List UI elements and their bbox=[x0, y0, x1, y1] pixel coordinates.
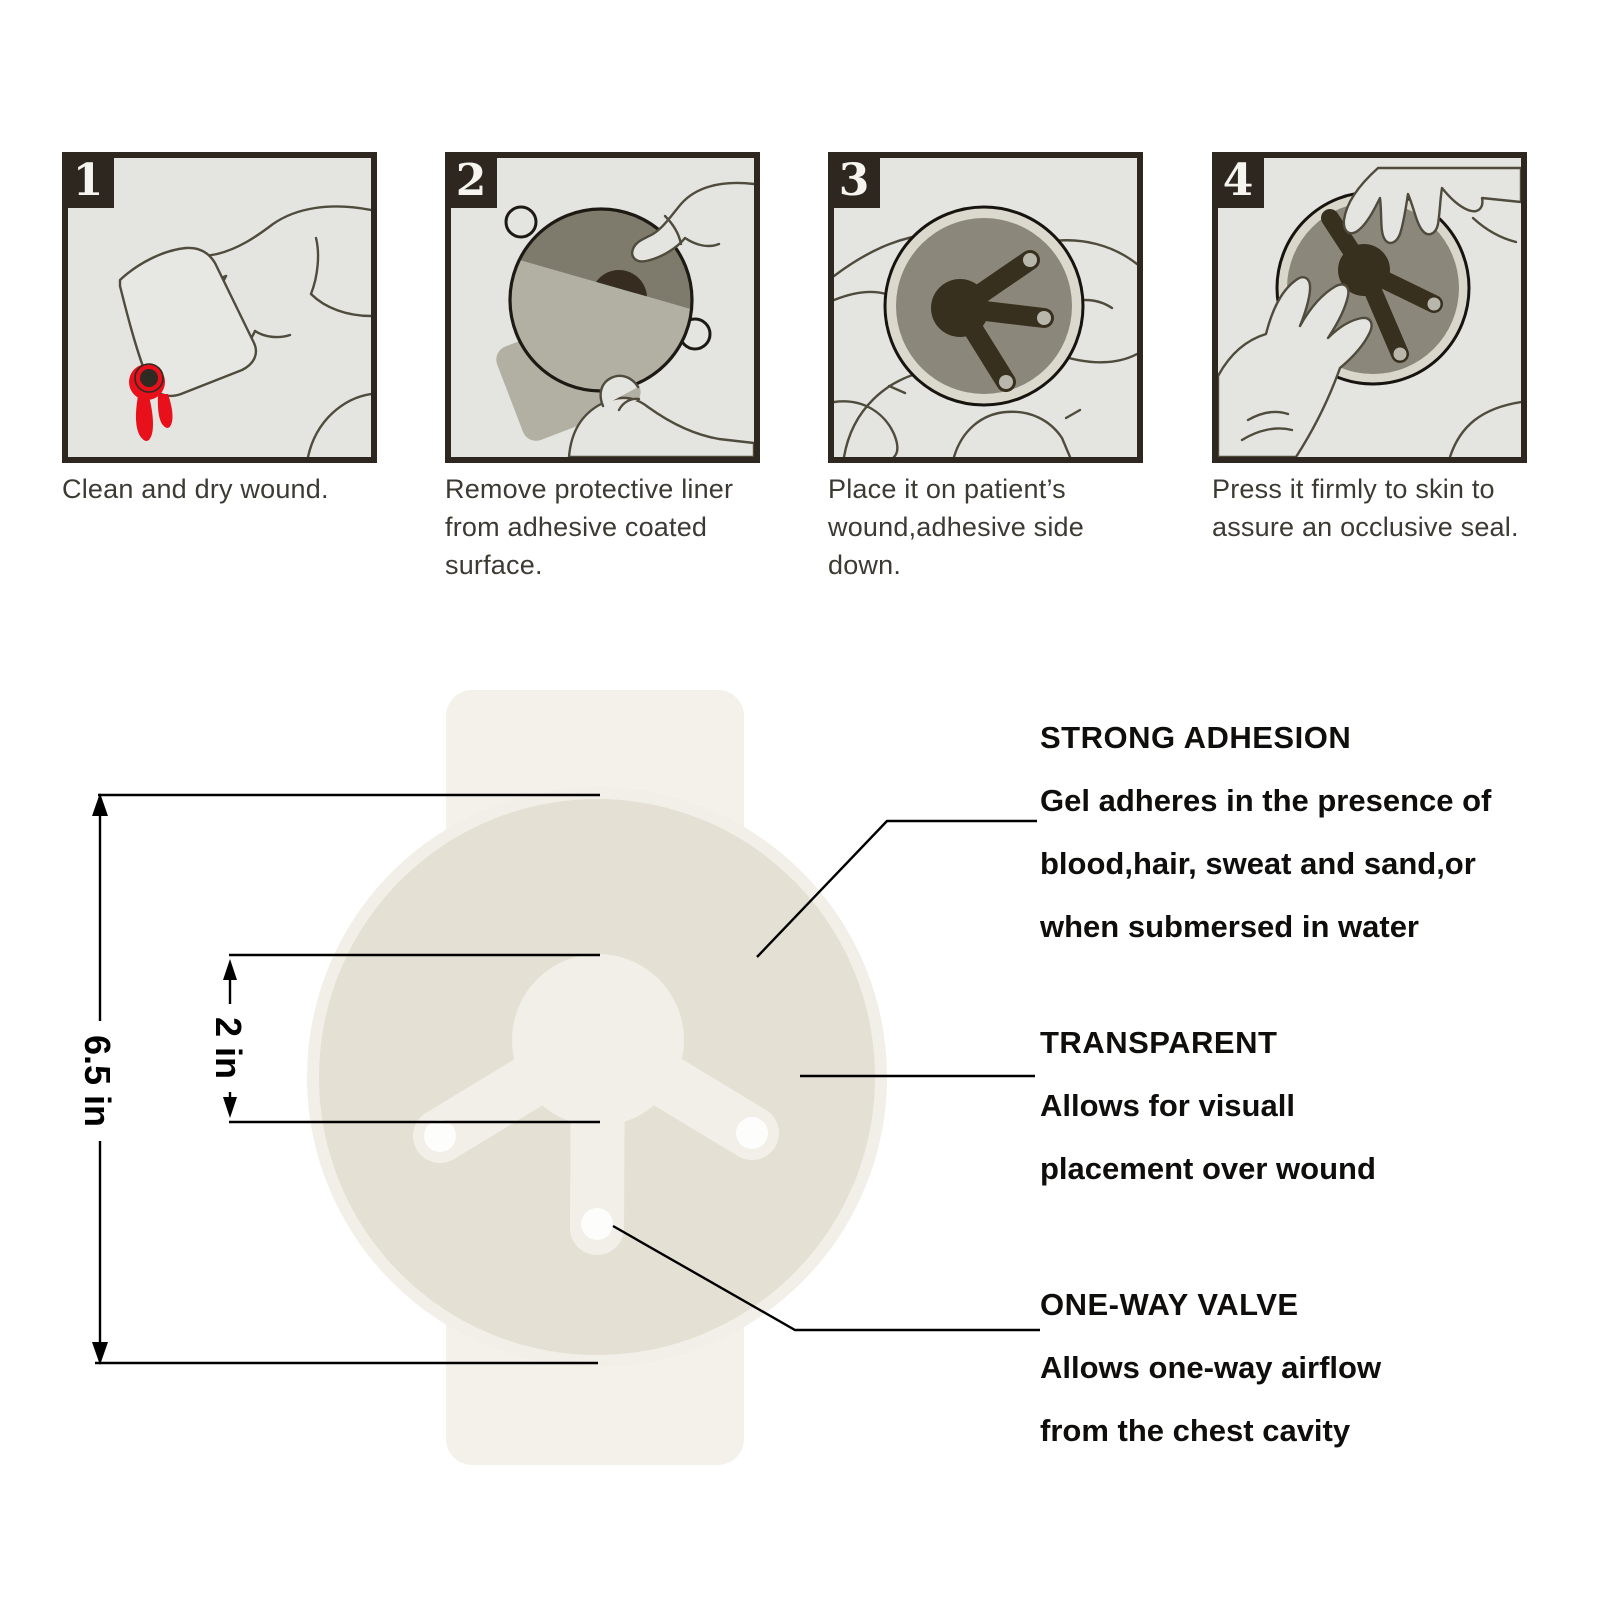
valve-hole-bottom bbox=[581, 1208, 613, 1240]
feature-line: Allows for visuall bbox=[1040, 1088, 1295, 1123]
feature-line: from the chest cavity bbox=[1040, 1413, 1351, 1448]
step4-caption: Press it firmly to skin to assure an occlusive seal. bbox=[1212, 474, 1519, 542]
feature-line: Gel adheres in the presence of bbox=[1040, 783, 1492, 818]
step-panel-1 bbox=[62, 152, 377, 463]
feature-title: STRONG ADHESION bbox=[1040, 720, 1352, 755]
feature-transparent bbox=[1040, 1011, 1376, 1200]
lower-hand bbox=[569, 398, 754, 457]
valve-hole-left bbox=[424, 1120, 456, 1152]
step-number-badge: 1 bbox=[62, 152, 114, 208]
step3-caption: Place it on patient’s wound,adhesive side down. bbox=[828, 474, 1084, 580]
step-number-badge: 3 bbox=[828, 152, 880, 208]
arrow-up-2 bbox=[223, 959, 237, 980]
feature-strong-adhesion bbox=[1040, 706, 1491, 958]
dimension-label-height: 6.5 in bbox=[77, 1021, 117, 1141]
step-number-badge: 2 bbox=[445, 152, 497, 208]
feature-line: blood,hair, sweat and sand,or bbox=[1040, 846, 1476, 881]
feature-title: TRANSPARENT bbox=[1040, 1025, 1278, 1060]
dimension-label-valve: 2 in bbox=[208, 1004, 248, 1092]
step1-caption: Clean and dry wound. bbox=[62, 474, 329, 504]
feature-title: ONE-WAY VALVE bbox=[1040, 1287, 1299, 1322]
step-number-badge: 4 bbox=[1212, 152, 1264, 208]
feature-line: Allows one-way airflow bbox=[1040, 1350, 1382, 1385]
arrow-up-65 bbox=[92, 793, 108, 816]
step-panel-4 bbox=[1212, 152, 1527, 463]
step2-caption: Remove protective liner from adhesive coated surface. bbox=[445, 474, 734, 580]
feature-one-way-valve bbox=[1040, 1273, 1381, 1462]
one-way-valve-shape bbox=[380, 930, 830, 1270]
step-panel-3 bbox=[828, 152, 1143, 463]
arrow-down-65 bbox=[92, 1342, 108, 1365]
arrow-down-2 bbox=[223, 1097, 237, 1118]
feature-line: when submersed in water bbox=[1040, 909, 1419, 944]
valve-hole-right bbox=[736, 1117, 768, 1149]
feature-line: placement over wound bbox=[1040, 1151, 1376, 1186]
step-panel-2 bbox=[445, 152, 760, 463]
